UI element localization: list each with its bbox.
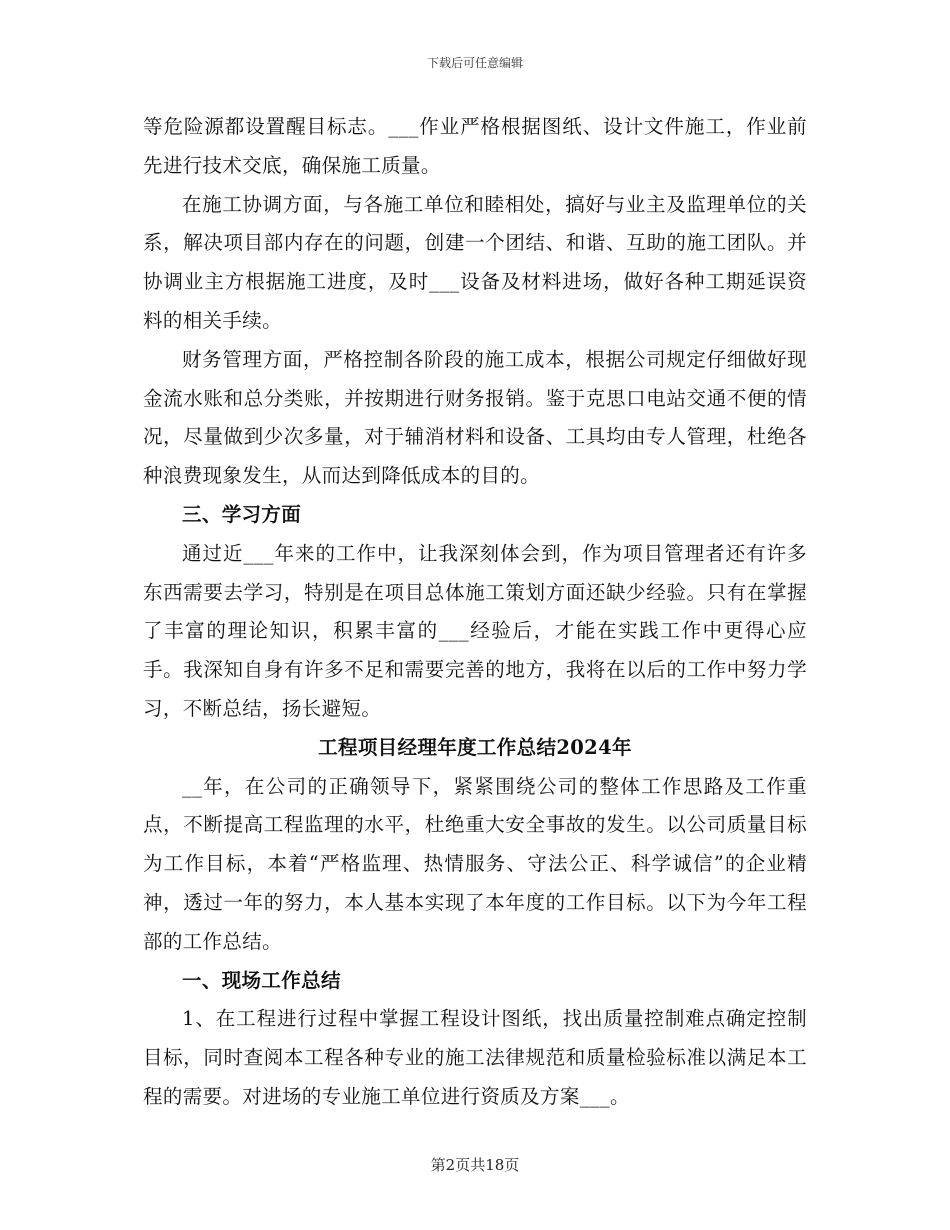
- section-heading-learning: 三、学习方面: [182, 502, 302, 526]
- page-footer: 第2页共18页: [430, 1156, 520, 1174]
- paragraph-construction-coordination: 在施工协调方面，与各施工单位和睦相处，搞好与业主及监理单位的关系，解决项目部内存在的问题，创建一个团结、和谐、互助的施工团队。并协调业主方根据施工进度，及时___设备及材料进场，做好各种工期延误资料的相关手续。: [143, 192, 807, 332]
- paragraph-financial-management: 财务管理方面，严格控制各阶段的施工成本，根据公司规定仔细做好现金流水账和总分类账，并按期进行财务报销。鉴于克思口电站交通不便的情况，尽量做到少次多量，对于辅消材料和设备、工具均由专人管理，杜绝各种浪费现象发生，从而达到降低成本的目的。: [143, 347, 807, 488]
- paragraph-site-work-item-1: 1、在工程进行过程中掌握工程设计图纸，找出质量控制难点确定控制目标，同时查阅本工程各种专业的施工法律规范和质量检验标准以满足本工程的需要。对进场的专业施工单位进行资质及方案___。: [143, 1007, 807, 1108]
- paragraph-learning: 通过近___年来的工作中，让我深刻体会到，作为项目管理者还有许多东西需要去学习，特别是在项目总体施工策划方面还缺少经验。只有在掌握了丰富的理论知识，积累丰富的___经验后，才能在实践工作中更得心应手。我深知自身有许多不足和需要完善的地方，我将在以后的工作中努力学习，不断总结，扬长避短。: [143, 541, 807, 720]
- paragraph-hazard-signs: 等危险源都设置醒目标志。___作业严格根据图纸、设计文件施工，作业前先进行技术交底，确保施工质量。: [143, 115, 807, 177]
- section-heading-site-work: 一、现场工作总结: [182, 968, 341, 992]
- document-body: [143, 108, 807, 1117]
- page-header: 下载后可任意编辑: [426, 56, 523, 70]
- paragraph-annual-summary: __年，在公司的正确领导下，紧紧围绕公司的整体工作思路及工作重点，不断提高工程监理的水平，杜绝重大安全事故的发生。以公司质量目标为工作目标，本着“严格监理、热情服务、守法公正、科学诚信”的企业精神，透过一年的努力，本人基本实现了本年度的工作目标。以下为今年工程部的工作总结。: [143, 774, 807, 953]
- document-title: 工程项目经理年度工作总结2024年: [318, 735, 632, 759]
